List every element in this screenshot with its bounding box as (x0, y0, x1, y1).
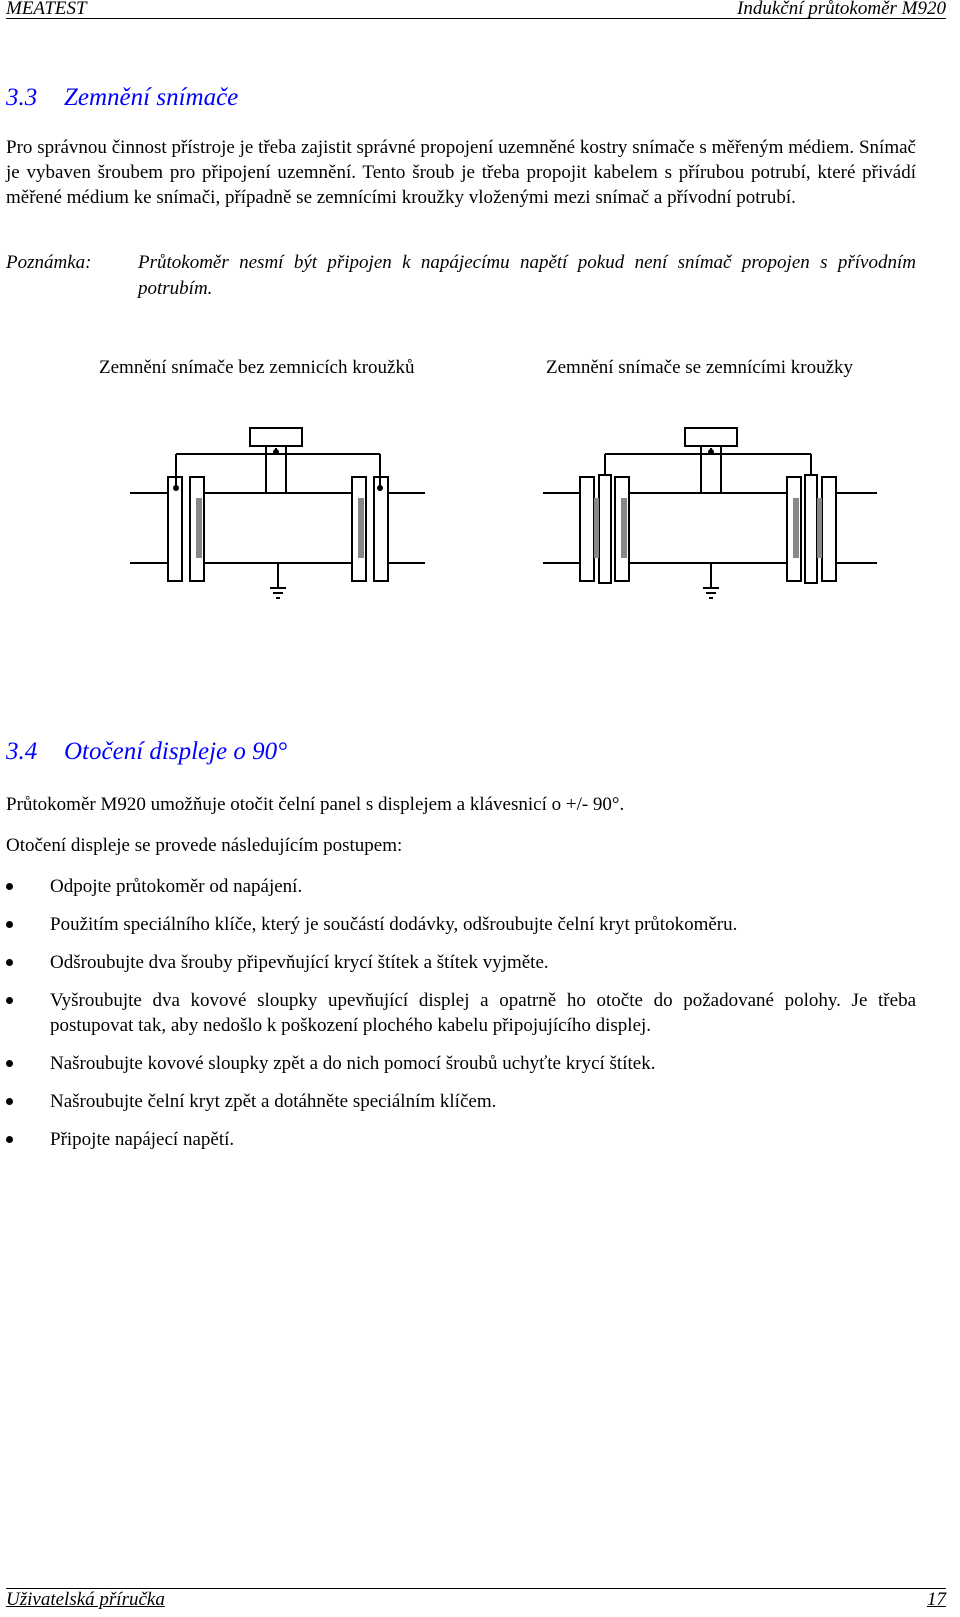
page-footer (6, 1588, 946, 1609)
section-3-3-title: Zemnění snímače (64, 84, 239, 111)
procedure-step: Odšroubujte dva šrouby připevňující krycí štítek a štítek vyjměte. (6, 950, 916, 975)
procedure-step: Připojte napájecí napětí. (6, 1127, 916, 1152)
grounding-diagram-without-rings (120, 420, 440, 610)
bullet-icon (6, 1060, 13, 1067)
grounding-paragraph: Pro správnou činnost přístroje je třeba zajistit správné propojení uzemněné kostry snímače s měřeným médiem. Snímač je vybaven šroubem pro připojení uzemnění. Tento šroub je třeba propojit kabelem s přírubou potrubí, které přivádí měřené médium ke snímači, případně se zemnícími kroužky vloženými mezi snímač a přívodní potrubí. (6, 137, 916, 208)
figure-left-caption: Zemnění snímače bez zemnicích kroužků (99, 357, 415, 378)
section-3-3-number: 3.3 (6, 84, 38, 111)
procedure-steps (6, 874, 916, 1165)
grounding-diagram-with-rings (535, 420, 885, 610)
procedure-step: Vyšroubujte dva kovové sloupky upevňující displej a opatrně ho otočte do požadované polohy. Je třeba postupovat tak, aby nedošlo k poškození plochého kabelu připojujícího displej. (6, 988, 916, 1038)
note-label: Poznámka: (6, 252, 92, 273)
bullet-icon (6, 921, 13, 928)
bullet-icon (6, 1136, 13, 1143)
footer-manual-title: Uživatelská příručka (6, 1589, 165, 1610)
header-product: Indukční průtokoměr M920 (737, 0, 946, 19)
rotation-intro: Průtokoměr M920 umožňuje otočit čelní panel s displejem a klávesnicí o +/- 90°. (6, 794, 625, 815)
note-text: Průtokoměr nesmí být připojen k napájecímu napětí pokud není snímač propojen s přívodním potrubím. (138, 252, 916, 299)
header-brand: MEATEST (6, 0, 87, 19)
procedure-step: Našroubujte kovové sloupky zpět a do nich pomocí šroubů uchyťte krycí štítek. (6, 1051, 916, 1076)
page-header (6, 0, 946, 19)
section-3-4-heading (6, 738, 287, 766)
procedure-step: Použitím speciálního klíče, který je součástí dodávky, odšroubujte čelní kryt průtokoměru. (6, 912, 916, 937)
section-3-3-heading (6, 84, 238, 112)
bullet-icon (6, 959, 13, 966)
procedure-step: Odpojte průtokoměr od napájení. (6, 874, 916, 899)
section-3-4-title: Otočení displeje o 90° (64, 738, 288, 765)
bullet-icon (6, 883, 13, 890)
figure-right-caption: Zemnění snímače se zemnícími kroužky (546, 357, 854, 378)
procedure-step: Našroubujte čelní kryt zpět a dotáhněte speciálním klíčem. (6, 1089, 916, 1114)
bullet-icon (6, 1098, 13, 1105)
bullet-icon (6, 997, 13, 1004)
procedure-intro: Otočení displeje se provede následujícím postupem: (6, 835, 403, 856)
page-number: 17 (927, 1589, 946, 1610)
section-3-4-number: 3.4 (6, 738, 38, 765)
